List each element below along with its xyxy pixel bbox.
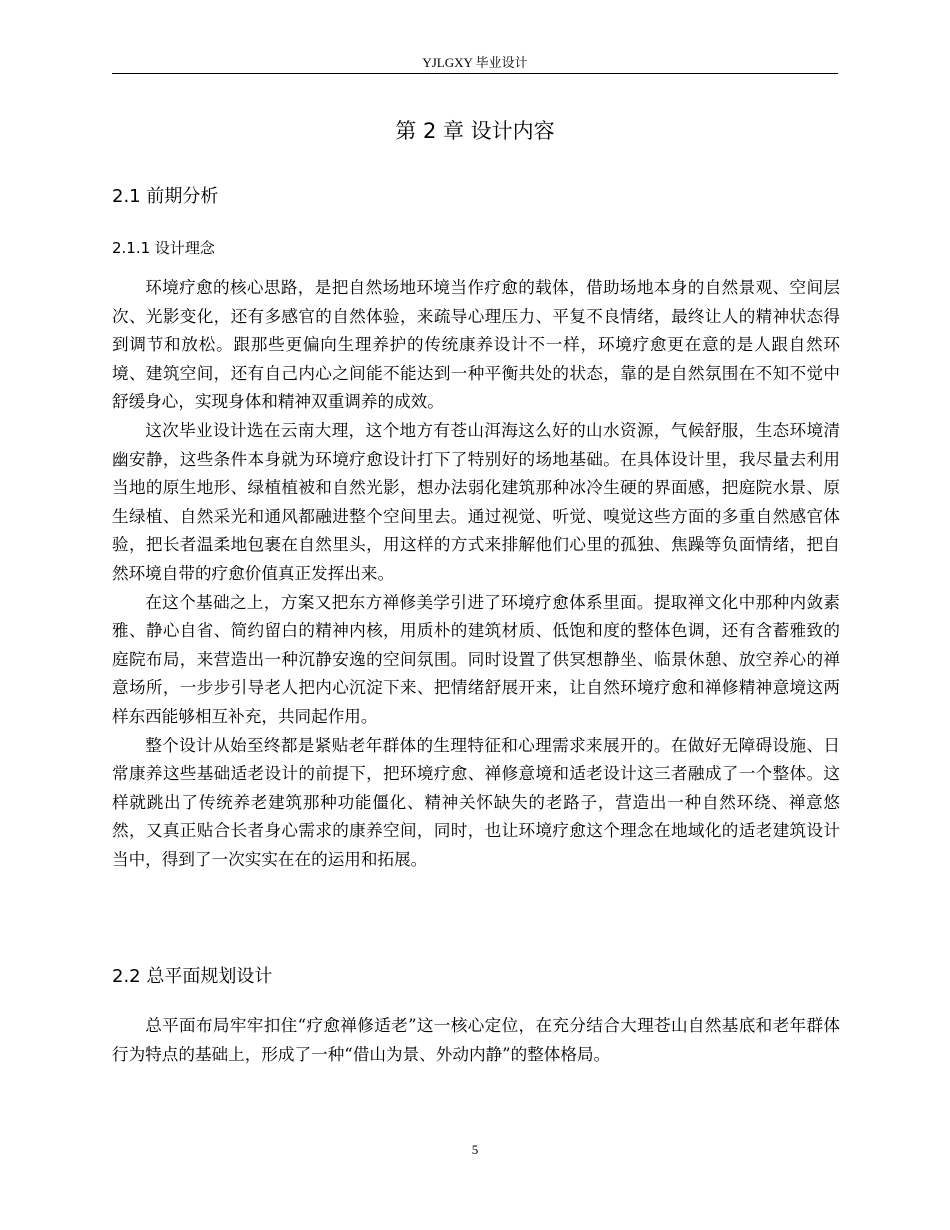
paragraph: 环境疗愈的核心思路，是把自然场地环境当作疗愈的载体，借助场地本身的自然景观、空间层次、光影变化，还有多感官的自然体验，来疏导心理压力、平复不良情绪，最终让人的精神状态得到调节和放松。跟那些更偏向生理养护的传统康养设计不一样，环境疗愈更在意的是人跟自然环境、建筑空间，还有自己内心之间能不能达到一种平衡共处的状态，靠的是自然氛围在不知不觉中舒缓身心，实现身体和精神双重调养的成效。 bbox=[112, 278, 840, 412]
section-2-2-body bbox=[112, 1012, 840, 1069]
paragraph: 总平面布局牢牢扣住“疗愈禅修适老”这一核心定位，在充分结合大理苍山自然基底和老年群体行为特点的基础上，形成了一种“借山为景、外动内静”的整体格局。 bbox=[112, 1016, 840, 1064]
running-header: YJLGXY 毕业设计 bbox=[422, 55, 528, 70]
section-heading-2-2: 2.2 总平面规划设计 bbox=[112, 966, 273, 987]
chapter-title: 第 2 章 设计内容 bbox=[395, 119, 555, 143]
page-number: 5 bbox=[471, 1142, 479, 1157]
paragraph: 整个设计从始至终都是紧贴老年群体的生理特征和心理需求来展开的。在做好无障碍设施、日常康养这些基础适老设计的前提下，把环境疗愈、禅修意境和适老设计这三者融成了一个整体。这样就跳出了传统养老建筑那种功能僵化、精神关怀缺失的老路子，营造出一种自然环绕、禅意悠然，又真正贴合长者身心需求的康养空间，同时，也让环境疗愈这个理念在地域化的适老建筑设计当中，得到了一次实实在在的运用和拓展。 bbox=[112, 735, 840, 869]
header-rule bbox=[112, 73, 838, 74]
section-2-1-1-body bbox=[112, 274, 840, 874]
subsection-heading-2-1-1: 2.1.1 设计理念 bbox=[112, 239, 215, 257]
section-heading-2-1: 2.1 前期分析 bbox=[112, 186, 219, 207]
paragraph: 这次毕业设计选在云南大理，这个地方有苍山洱海这么好的山水资源，气候舒服，生态环境清幽安静，这些条件本身就为环境疗愈设计打下了特别好的场地基础。在具体设计里，我尽量去利用当地的原生地形、绿植植被和自然光影，想办法弱化建筑那种冰冷生硬的界面感，把庭院水景、原生绿植、自然采光和通风都融进整个空间里去。通过视觉、听觉、嗅觉这些方面的多重自然感官体验，把长者温柔地包裹在自然里头，用这样的方式来排解他们心里的孤独、焦躁等负面情绪，把自然环境自带的疗愈价值真正发挥出来。 bbox=[112, 420, 840, 583]
paragraph: 在这个基础之上，方案又把东方禅修美学引进了环境疗愈体系里面。提取禅文化中那种内敛素雅、静心自省、简约留白的精神内核，用质朴的建筑材质、低饱和度的整体色调，还有含蓄雅致的庭院布局，来营造出一种沉静安逸的空间氛围。同时设置了供冥想静坐、临景休憩、放空养心的禅意场所，一步步引导老人把内心沉淀下来、把情绪舒展开来，让自然环境疗愈和禅修精神意境这两样东西能够相互补充，共同起作用。 bbox=[112, 592, 840, 726]
